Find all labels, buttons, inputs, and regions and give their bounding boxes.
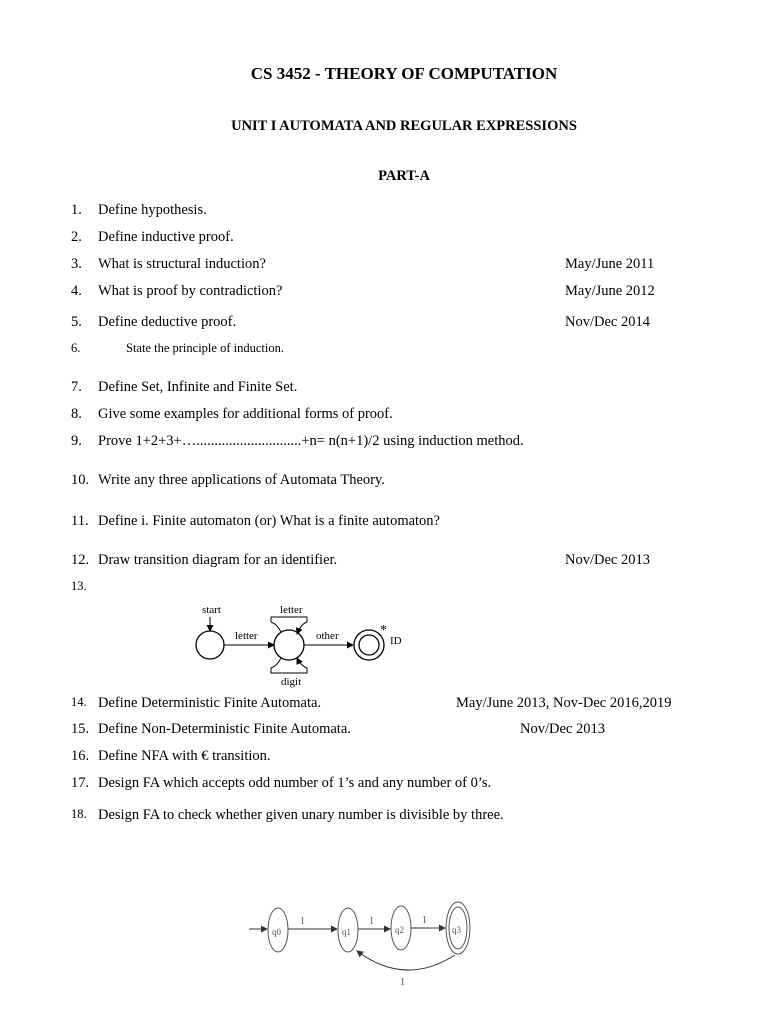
edge-label-letter: letter — [235, 630, 258, 642]
edge-label-1: 1 — [300, 916, 305, 927]
question-number: 8. — [71, 406, 82, 422]
question-number: 1. — [71, 202, 82, 218]
unary-dfa-diagram — [245, 895, 485, 990]
exam-date: Nov/Dec 2013 — [565, 552, 650, 568]
question-number: 3. — [71, 256, 82, 272]
question-text: What is structural induction? — [98, 256, 266, 272]
question-number: 11. — [71, 513, 89, 529]
state-q2-label: q2 — [395, 925, 404, 935]
edge-label-2: 1 — [369, 916, 374, 927]
question-text: Define hypothesis. — [98, 202, 207, 218]
question-text: State the principle of induction. — [126, 341, 284, 355]
question-number: 7. — [71, 379, 82, 395]
question-text: Write any three applications of Automata Theory. — [98, 472, 385, 488]
loop-letter-left — [271, 622, 281, 632]
state-start — [196, 631, 224, 659]
question-number: 17. — [71, 775, 90, 791]
question-number: 4. — [71, 283, 82, 299]
question-text: Define NFA with € transition. — [98, 748, 271, 764]
question-text: Define Deterministic Finite Automata. — [98, 695, 322, 711]
star-mark: * — [380, 623, 387, 638]
question-number: 14. — [71, 695, 87, 709]
question-text: Define deductive proof. — [98, 314, 237, 330]
state-q1-label: q1 — [342, 927, 351, 937]
question-text: Give some examples for additional forms of proof. — [98, 406, 393, 422]
question-number: 6. — [71, 341, 81, 355]
exam-date: Nov/Dec 2013 — [520, 721, 605, 737]
document-title: CS 3452 - THEORY OF COMPUTATION — [250, 64, 558, 83]
question-number: 15. — [71, 721, 90, 737]
question-text: Design FA to check whether given unary number is divisible by three. — [98, 807, 504, 823]
loop-label-digit: digit — [281, 676, 302, 688]
part-heading: PART-A — [378, 168, 430, 184]
question-number: 5. — [71, 314, 82, 330]
question-text: Prove 1+2+3+….............................+n= n(n+1)/2 using induction method. — [98, 433, 524, 449]
start-label: start — [202, 604, 221, 616]
unit-heading: UNIT I AUTOMATA AND REGULAR EXPRESSIONS — [231, 118, 577, 134]
question-text: Define Set, Infinite and Finite Set. — [98, 379, 298, 395]
state-q0-label: q0 — [272, 927, 281, 937]
question-number: 12. — [71, 552, 90, 568]
question-text: Define Non-Deterministic Finite Automata. — [98, 721, 351, 737]
final-label-id: ID — [390, 635, 402, 647]
state-middle — [274, 630, 304, 660]
question-number: 9. — [71, 433, 82, 449]
question-number: 2. — [71, 229, 82, 245]
question-text: What is proof by contradiction? — [98, 283, 283, 299]
edge-back-q3-q1 — [357, 951, 455, 970]
edge-label-other: other — [316, 630, 339, 642]
loop-label-letter: letter — [280, 604, 303, 616]
state-final-inner — [359, 635, 379, 655]
exam-date: Nov/Dec 2014 — [565, 314, 650, 330]
edge-label-back: 1 — [400, 977, 405, 988]
question-text: Define inductive proof. — [98, 229, 234, 245]
exam-date: May/June 2011 — [565, 256, 655, 272]
question-text: Draw transition diagram for an identifier. — [98, 552, 338, 568]
question-number: 10. — [71, 472, 90, 488]
question-number: 18. — [71, 807, 87, 821]
identifier-transition-diagram — [185, 598, 415, 690]
question-number: 16. — [71, 748, 90, 764]
exam-date: May/June 2013, Nov-Dec 2016,2019 — [456, 695, 672, 711]
question-text: Design FA which accepts odd number of 1’s and any number of 0’s. — [98, 775, 492, 791]
exam-date: May/June 2012 — [565, 283, 655, 299]
state-q3-label: q3 — [452, 925, 461, 935]
question-text: Define i. Finite automaton (or) What is a finite automaton? — [98, 513, 440, 529]
edge-label-3: 1 — [422, 915, 427, 926]
question-number: 13. — [71, 579, 87, 593]
